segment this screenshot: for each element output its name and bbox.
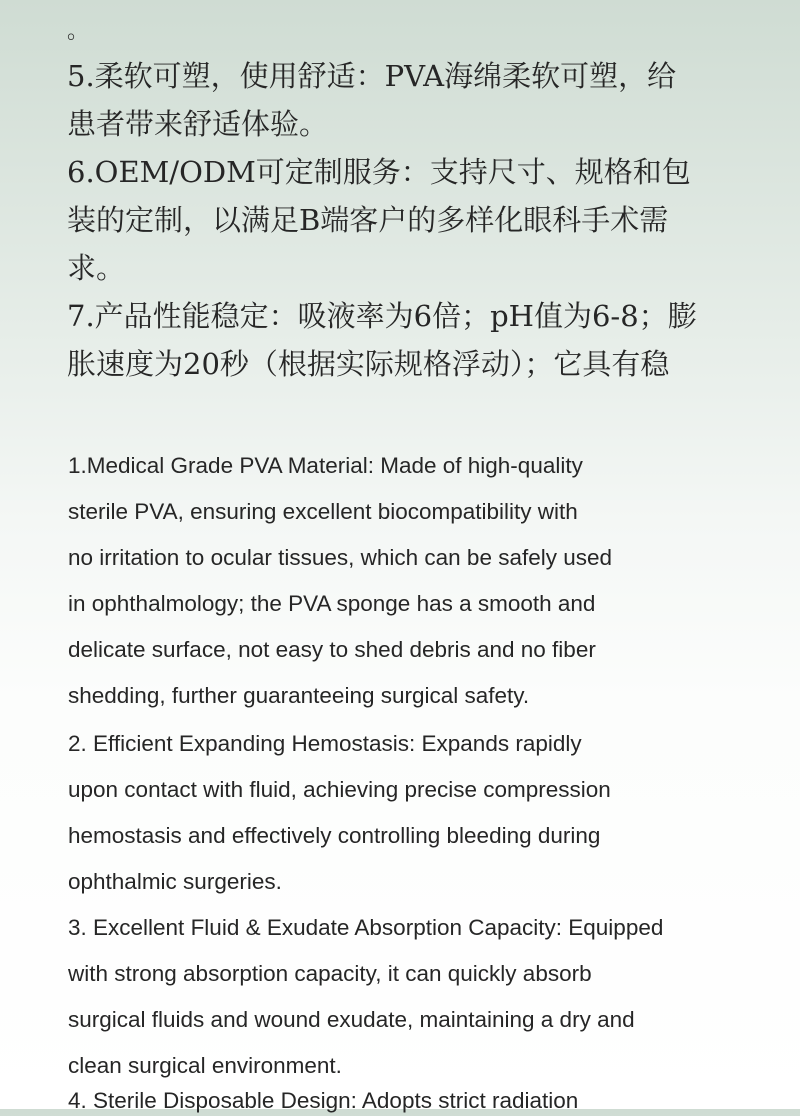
text-line: shedding, further guaranteeing surgical safety. — [68, 683, 530, 708]
english-item-1 — [68, 443, 768, 719]
chinese-item-7 — [67, 292, 707, 388]
text-line: clean surgical environment. — [68, 1053, 342, 1078]
text-line: 患者带来舒适体验。 — [67, 107, 329, 141]
text-line: surgical fluids and wound exudate, maintaining a dry and — [68, 1007, 635, 1032]
text-line: 1.Medical Grade PVA Material: Made of high-quality — [68, 453, 583, 478]
chinese-fragment — [67, 8, 707, 56]
text-line: 装的定制，以满足B端客户的多样化眼科手术需 — [67, 203, 669, 237]
text-line: 2. Efficient Expanding Hemostasis: Expands rapidly — [68, 731, 582, 756]
text-line: with strong absorption capacity, it can quickly absorb — [68, 961, 592, 986]
chinese-fragment-text: 。 — [67, 19, 90, 44]
text-line: 4. Sterile Disposable Design: Adopts strict radiation — [68, 1088, 579, 1113]
text-line: 6.OEM/ODM可定制服务：支持尺寸、规格和包 — [67, 155, 691, 189]
text-line: 求。 — [67, 251, 126, 285]
text-line: hemostasis and effectively controlling bleeding during — [68, 823, 601, 848]
chinese-item-6 — [67, 148, 707, 292]
english-item-3 — [68, 905, 768, 1089]
text-line: ophthalmic surgeries. — [68, 869, 282, 894]
text-line: in ophthalmology; the PVA sponge has a smooth and — [68, 591, 596, 616]
english-item-4-cutoff — [0, 1088, 800, 1113]
text-line: no irritation to ocular tissues, which can be safely used — [68, 545, 613, 570]
chinese-item-5 — [67, 52, 707, 148]
text-line: 7.产品性能稳定：吸液率为6倍；pH值为6-8；膨 — [67, 299, 697, 333]
text-line: 5.柔软可塑，使用舒适：PVA海绵柔软可塑，给 — [67, 59, 677, 93]
text-line: 3. Excellent Fluid & Exudate Absorption Capacity: Equipped — [68, 915, 664, 940]
text-line: sterile PVA, ensuring excellent biocompatibility with — [68, 499, 578, 524]
text-line: 胀速度为20秒（根据实际规格浮动）；它具有稳 — [67, 347, 670, 381]
english-item-2 — [68, 721, 768, 905]
text-line: delicate surface, not easy to shed debris and no fiber — [68, 637, 596, 662]
text-line: upon contact with fluid, achieving precise compression — [68, 777, 611, 802]
